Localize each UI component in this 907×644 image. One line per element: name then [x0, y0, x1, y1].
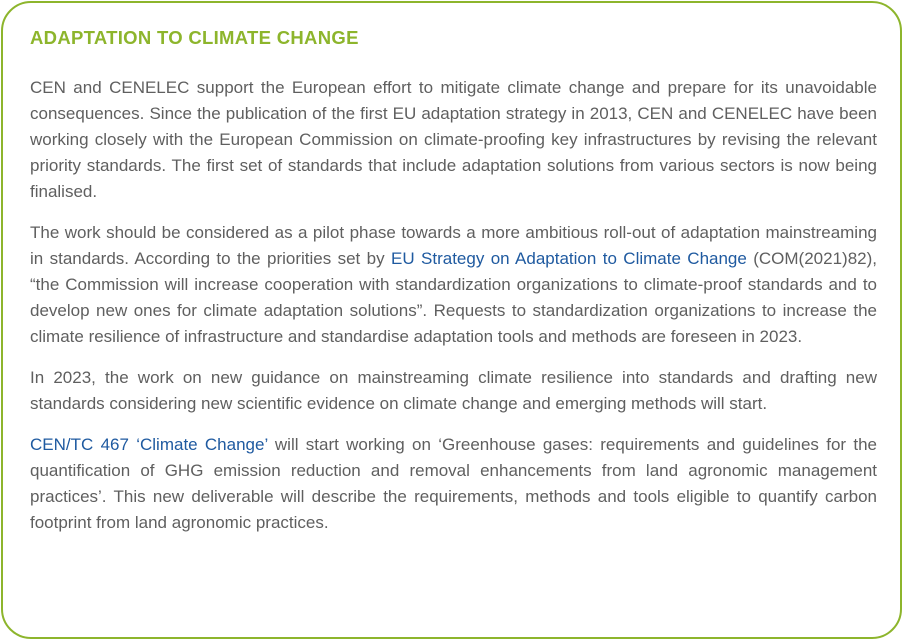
paragraph-2	[30, 220, 877, 350]
cen-tc-467-link[interactable]: CEN/TC 467 ‘Climate Change’	[30, 435, 268, 454]
eu-strategy-link[interactable]: EU Strategy on Adaptation to Climate Change	[391, 249, 747, 268]
paragraph-4-text: will start working on ‘Greenhouse gases: requirements and guidelines for the quantification of GHG emission reduction and removal enhancements from land agronomic management practices’. This new deliverable will describe the requirements, methods and tools eligible to quantify carbon footprint from land agronomic practices.	[30, 435, 877, 532]
paragraph-3: In 2023, the work on new guidance on mainstreaming climate resilience into standards and drafting new standards considering new scientific evidence on climate change and emerging methods will start.	[30, 368, 877, 413]
paragraph-1: CEN and CENELEC support the European effort to mitigate climate change and prepare for its unavoidable consequences. Since the publication of the first EU adaptation strategy in 2013, CEN and CENELEC have been working closely with the European Commission on climate-proofing key infrastructures by revising the relevant priority standards. The first set of standards that include adaptation solutions from various sectors is now being finalised.	[30, 78, 877, 201]
paragraph-2-text-end: (COM(2021)82), “the Commission will increase cooperation with standardization organizations to climate-proof standards and to develop new ones for climate adaptation solutions”. Requests to standardization organizations to increase the climate resilience of infrastructure and standardise adaptation tools and methods are foreseen in 2023.	[30, 249, 877, 346]
paragraph-2-text-start: The work should be considered as a pilot phase towards a more ambitious roll-out of adaptation mainstreaming in standards. According to the priorities set by	[30, 223, 877, 268]
paragraph-4	[30, 432, 877, 536]
section-body	[30, 75, 877, 551]
section-title: ADAPTATION TO CLIMATE CHANGE	[30, 27, 359, 48]
